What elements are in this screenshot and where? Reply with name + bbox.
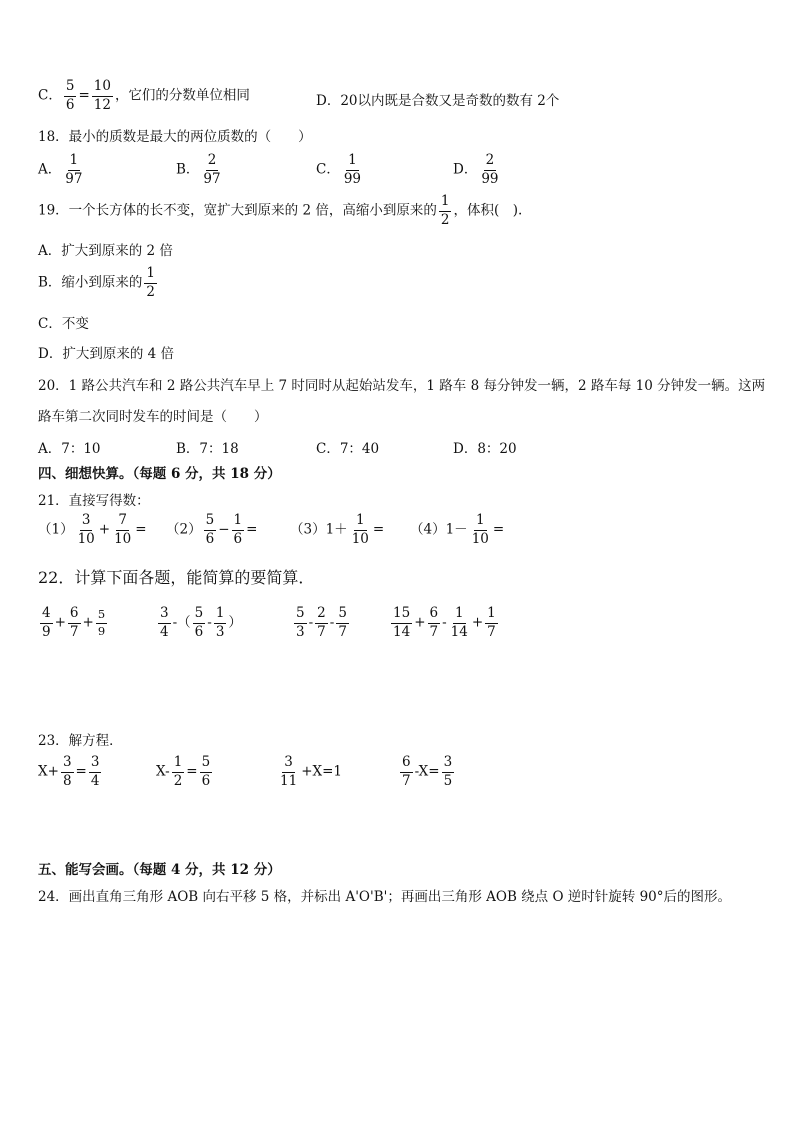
q24-stem: 24．画出直角三角形 AOB 向右平移 5 格，并标出 A'O'B'；再画出三角形 AOB 绕点 O 逆时针旋转 90°后的图形。	[38, 889, 732, 905]
q20-stem-line1: 20．1 路公共汽车和 2 路公共汽车早上 7 时同时从起始站发车，1 路车 8 每分钟发一辆，2 路车每 10 分钟发一辆。这两	[38, 378, 766, 394]
q23-equation-2: X- $\frac{1}{2}$ = $\frac{5}{6}$	[156, 754, 211, 789]
fraction: $\frac{5}{6}$	[65, 78, 75, 113]
fraction: $\frac{10}{12}$	[93, 78, 111, 113]
q19-option-c: C．不变	[38, 316, 89, 332]
q18-stem: 18．最小的质数是最大的两位质数的（ ）	[38, 129, 312, 145]
q19-option-b: B．缩小到原来的 $\frac{1}{2}$	[38, 265, 156, 300]
q18-option-b: B． $\frac{2}{97}$	[176, 152, 221, 187]
q23-equation-1: X+ $\frac{3}{8}$ = $\frac{3}{4}$	[38, 754, 100, 789]
q21-item-4: （4）1－ $\frac{1}{10}$ =	[410, 512, 505, 547]
q20-stem-line2: 路车第二次同时发车的时间是（ ）	[38, 409, 268, 425]
q23-equation-3: $\frac{3}{11}$ +X=1	[280, 754, 343, 789]
q19-option-d: D．扩大到原来的 4 倍	[38, 346, 174, 362]
q23-equation-4: $\frac{6}{7}$ -X= $\frac{3}{5}$	[402, 754, 453, 789]
q20-option-d: D．8：20	[453, 441, 517, 457]
q18-option-a: A． $\frac{1}{97}$	[38, 152, 83, 187]
section-5-heading: 五、能写会画。（每题 4 分，共 12 分）	[38, 862, 281, 878]
q19-option-a: A．扩大到原来的 2 倍	[38, 243, 173, 259]
q22-expression-2: $\frac{3}{4}$ -（ $\frac{5}{6}$ - $\frac{1}{3}$ ）	[160, 605, 242, 640]
q20-option-c: C．7：40	[316, 441, 380, 457]
q19-stem: 19．一个长方体的长不变，宽扩大到原来的 2 倍，高缩小到原来的 $\frac{1}{2}$ ，体积( ).	[38, 193, 523, 228]
q22-expression-1: $\frac{4}{9}$ + $\frac{6}{7}$ + $\frac{5}{9}$	[42, 605, 106, 640]
q18-option-c: C． $\frac{1}{99}$	[316, 152, 362, 187]
q17-option-c: C． $\frac{5}{6}$ = $\frac{10}{12}$ ，它们的分数单位相同	[38, 78, 250, 113]
q22-stem: 22．计算下面各题，能简算的要简算．	[38, 568, 315, 587]
q20-option-b: B．7：18	[176, 441, 239, 457]
q22-expression-3: $\frac{5}{3}$ - $\frac{2}{7}$ - $\frac{5}{7}$	[296, 605, 347, 640]
q22-expression-4: $\frac{15}{14}$ + $\frac{6}{7}$ - $\frac{1}{14}$ + $\frac{1}{7}$	[393, 605, 496, 640]
q21-item-1: （1） $\frac{3}{10}$ + $\frac{7}{10}$ =	[38, 512, 147, 547]
q21-item-3: （3）1＋ $\frac{1}{10}$ =	[290, 512, 385, 547]
q20-option-a: A．7：10	[38, 441, 101, 457]
q17-option-d: D．20以内既是合数又是奇数的数有 2个	[316, 93, 560, 109]
q21-item-2: （2） $\frac{5}{6}$ − $\frac{1}{6}$ =	[166, 512, 258, 547]
section-4-heading: 四、细想快算。（每题 6 分，共 18 分）	[38, 466, 281, 482]
q18-option-d: D． $\frac{2}{99}$	[453, 152, 499, 187]
q21-stem: 21．直接写得数：	[38, 493, 150, 509]
q23-stem: 23．解方程．	[38, 733, 123, 749]
